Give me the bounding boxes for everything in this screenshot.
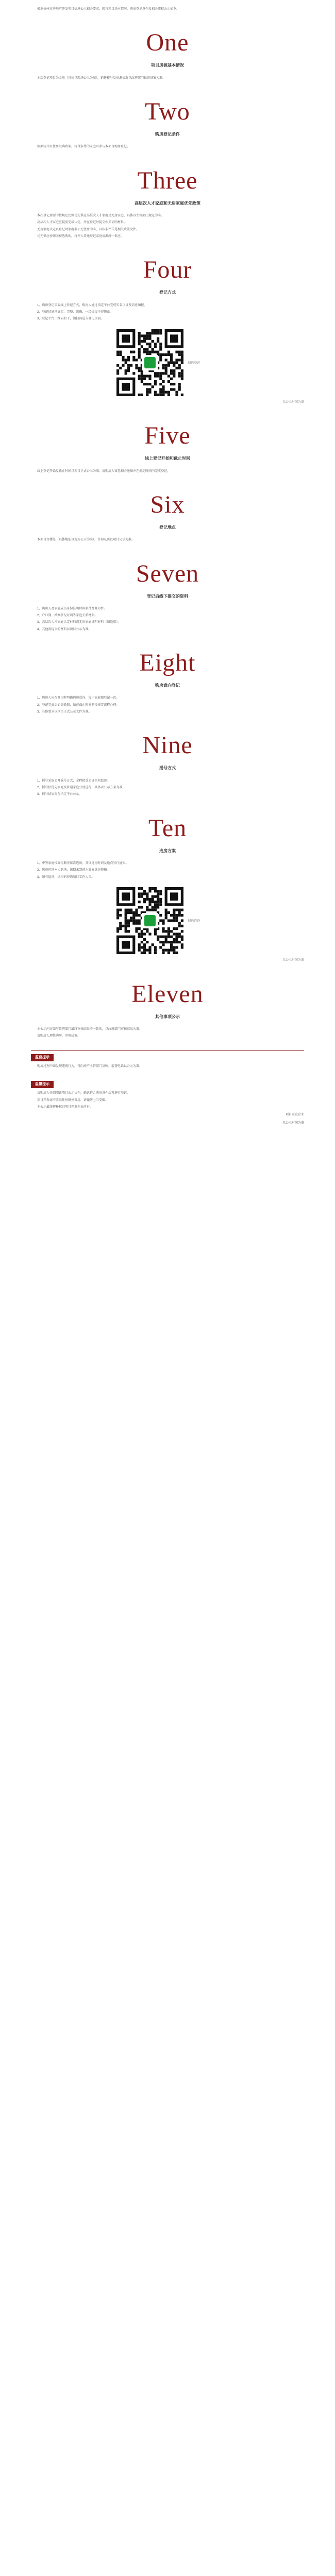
section-4 bbox=[31, 258, 304, 405]
section-paragraph: 本项目售楼处（具体地址以现场公示为准），咨询电话以项目公示为准。 bbox=[37, 538, 135, 542]
section-paragraph: 3、具体要求以项目正式公示文件为准。 bbox=[37, 710, 92, 714]
section-title: 登记后线下提交的资料 bbox=[147, 594, 188, 599]
qr-code-block bbox=[31, 329, 304, 398]
qr-caption: 扫码登记 bbox=[188, 362, 200, 365]
section-title: 其他事项公示 bbox=[155, 1014, 180, 1019]
date-line: 以公示时间为准 bbox=[282, 400, 304, 404]
signature-date: 以公示时间为准 bbox=[282, 1121, 304, 1125]
section-paragraph: 高层次人才家庭应提前完成认定，并在登记时提交相关证明材料。 bbox=[37, 221, 127, 225]
section-paragraph: 本次登记项目为金地（具体以现场公示为准），销售楼号及房源情况以政府部门最终备案为准。 bbox=[37, 76, 166, 80]
notice-paragraph: 项目开发商不收取任何额外费用，请谨防上当受骗。 bbox=[37, 1098, 109, 1102]
section-number: Ten bbox=[148, 814, 187, 842]
section-10 bbox=[31, 816, 304, 963]
section-title: 登记方式 bbox=[159, 290, 176, 295]
section-number: Seven bbox=[136, 560, 199, 587]
section-title: 购房登记条件 bbox=[155, 131, 180, 137]
date-line: 以公示时间为准 bbox=[282, 959, 304, 962]
section-2 bbox=[31, 99, 304, 150]
section-paragraph: 1、购房人及家庭成员身份证明材料原件及复印件。 bbox=[37, 607, 107, 611]
qr-code[interactable] bbox=[116, 329, 183, 398]
section-title: 高层次人才家庭和无房家庭优先政策 bbox=[135, 200, 200, 206]
section-paragraph: 1、中签家庭按摇号顺序依次选房，具体选房时间及地点另行通知。 bbox=[37, 862, 129, 866]
section-number: Three bbox=[137, 166, 198, 194]
notice-paragraph: 本公示最终解释权归项目开发企业所有。 bbox=[37, 1106, 93, 1109]
section-paragraph: 3、高层次人才家庭认定材料或无房家庭证明材料（如适用）。 bbox=[37, 621, 121, 624]
section-title: 摇号方式 bbox=[159, 766, 176, 771]
section-number: Nine bbox=[142, 732, 193, 759]
supervise-text: 购房过程中如发现违规行为，可向房产主管部门反映，监督电话以公示为准。 bbox=[37, 1065, 143, 1069]
section-paragraph: 4、其他需提交的材料以项目公示为准。 bbox=[37, 628, 92, 631]
notice-title: 温馨提示 bbox=[31, 1081, 54, 1089]
section-paragraph: 3、如有疑问，请扫码咨询项目工作人员。 bbox=[37, 875, 95, 879]
section-paragraph: 2、摇号按优先家庭及普通家庭分别进行，具体以公示方案为准。 bbox=[37, 786, 126, 790]
section-paragraph: 1、购房登记采取线上登记方式，购房人通过指定平台完成实名认证及信息填报。 bbox=[37, 303, 147, 307]
section-title: 购房意向登记 bbox=[155, 683, 180, 688]
section-8 bbox=[31, 651, 304, 715]
section-paragraph: 根据杭州市住房限购政策，符合条件的家庭可参与本项目购房登记。 bbox=[37, 145, 130, 149]
section-title: 线上登记开始和截止时间 bbox=[145, 456, 190, 461]
notice-paragraphs bbox=[31, 1091, 304, 1110]
section-paragraph: 3、摇号结果将在指定平台公示。 bbox=[37, 793, 82, 796]
supervise-title: 监督提示 bbox=[31, 1054, 54, 1062]
section-paragraph: 2、户口簿、婚姻状况证明等家庭关系材料。 bbox=[37, 614, 98, 618]
section-paragraph: 本公示内容如与政府部门最终审核结果不一致的，以政府部门审核结果为准。 bbox=[37, 1027, 143, 1031]
section-number: One bbox=[146, 29, 189, 57]
section-paragraph: 1、摇号采取公开摇号方式，全程接受公证机构监督。 bbox=[37, 779, 110, 783]
section-9 bbox=[31, 733, 304, 797]
section-paragraph: 1、购房人应在登记时明确购房意向，每户家庭限登记一次。 bbox=[37, 697, 120, 700]
section-paragraph: 2、选房时须本人到场，逾期未到视为放弃选房资格。 bbox=[37, 869, 110, 872]
section-5 bbox=[31, 423, 304, 474]
section-title: 项目房源基本情况 bbox=[151, 63, 184, 68]
section-3 bbox=[31, 168, 304, 240]
intro-paragraph: 根据杭州市房地产开发项目信息公示相关要求，现将项目基本情况、购房登记条件及相关流程公示如下。 bbox=[37, 8, 180, 11]
section-title: 登记地点 bbox=[159, 524, 176, 530]
qr-code-block bbox=[31, 887, 304, 956]
section-paragraph: 本次登记房源中按规定比例优先供应高层次人才家庭及无房家庭，具体以主管部门规定为准。 bbox=[37, 214, 164, 218]
section-paragraph: 2、登记信息须真实、完整、准确，一经提交不得修改。 bbox=[37, 310, 113, 314]
section-paragraph: 线上登记开始及截止时间以项目正式公示为准，请购房人留意相关通知并在规定时间内完成登记。 bbox=[37, 469, 171, 473]
section-paragraph: 2、登记完成后如需撤销，须在截止时间前按规定流程办理。 bbox=[37, 703, 120, 707]
section-paragraph: 无房家庭认定以登记时家庭名下无住房为准，具体条件详见相关政策文件。 bbox=[37, 228, 140, 231]
section-6 bbox=[31, 490, 304, 543]
section-number: Eleven bbox=[131, 980, 204, 1008]
section-11 bbox=[31, 982, 304, 1039]
sections-container bbox=[31, 30, 304, 1039]
section-number: Eight bbox=[139, 649, 196, 677]
qr-caption: 扫码咨询 bbox=[188, 920, 200, 923]
section-number: Two bbox=[145, 97, 190, 125]
signature-company: 项目开发企业 bbox=[285, 1113, 304, 1117]
section-number: Four bbox=[143, 256, 192, 284]
notice-paragraph: 请购房人仔细阅读项目公示文件，确认符合购房条件后再进行登记。 bbox=[37, 1092, 130, 1095]
section-title: 选房方案 bbox=[159, 848, 176, 853]
section-paragraph: 3、登记平台二维码如下，请扫码进入登记页面。 bbox=[37, 317, 104, 321]
section-number: Five bbox=[144, 422, 191, 450]
section-paragraph: 请购房人理性购房，审慎决策。 bbox=[37, 1035, 81, 1038]
section-7 bbox=[31, 562, 304, 633]
qr-code[interactable] bbox=[116, 887, 183, 956]
section-paragraph: 优先供应房源未被选购的，将并入普通登记家庭房源统一供应。 bbox=[37, 234, 124, 238]
section-1 bbox=[31, 30, 304, 81]
section-number: Six bbox=[150, 490, 185, 518]
